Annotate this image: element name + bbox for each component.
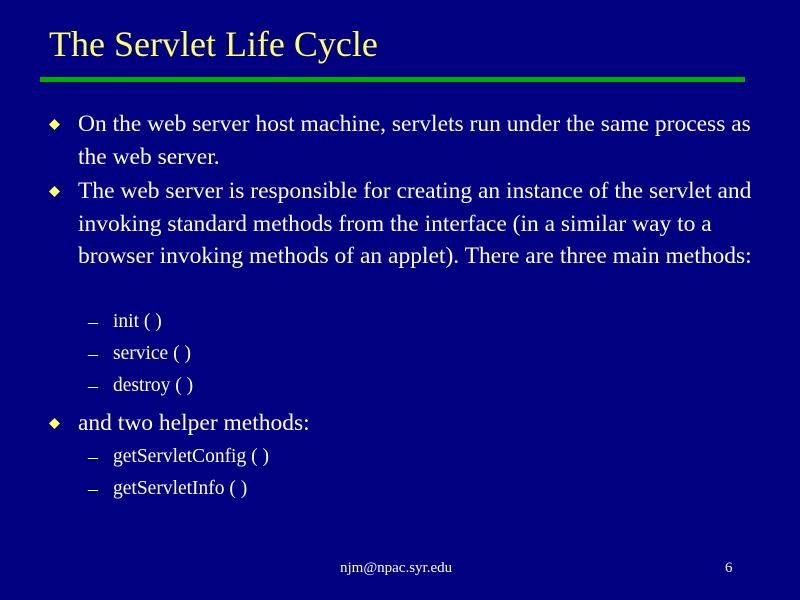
footer-email: njm@npac.syr.edu: [340, 560, 453, 576]
title-divider: [40, 77, 745, 82]
dash-marker: –: [88, 446, 98, 468]
bullet-text: and two helper methods:: [78, 410, 310, 436]
page-number: 6: [725, 560, 733, 576]
method-service: service ( ): [113, 343, 191, 364]
bullet-text: The web server is responsible for creating an instance of the servlet and invoking standard methods from the interface (in a similar way to a browser invoking methods of an applet). There are three main methods:: [78, 178, 752, 270]
diamond-bullet-icon: [49, 418, 60, 429]
method-destroy: destroy ( ): [113, 375, 194, 396]
diamond-bullet-icon: [49, 119, 60, 130]
slide-title: The Servlet Life Cycle: [49, 24, 378, 64]
dash-marker: –: [88, 343, 98, 365]
dash-marker: –: [88, 478, 98, 500]
bullet-text: On the web server host machine, servlets run under the same process as the web server.: [78, 111, 751, 170]
method-get-servlet-info: getServletInfo ( ): [113, 478, 248, 499]
method-init: init ( ): [113, 311, 162, 332]
method-get-servlet-config: getServletConfig ( ): [113, 446, 269, 467]
dash-marker: –: [88, 311, 98, 333]
dash-marker: –: [88, 375, 98, 397]
diamond-bullet-icon: [49, 186, 60, 197]
